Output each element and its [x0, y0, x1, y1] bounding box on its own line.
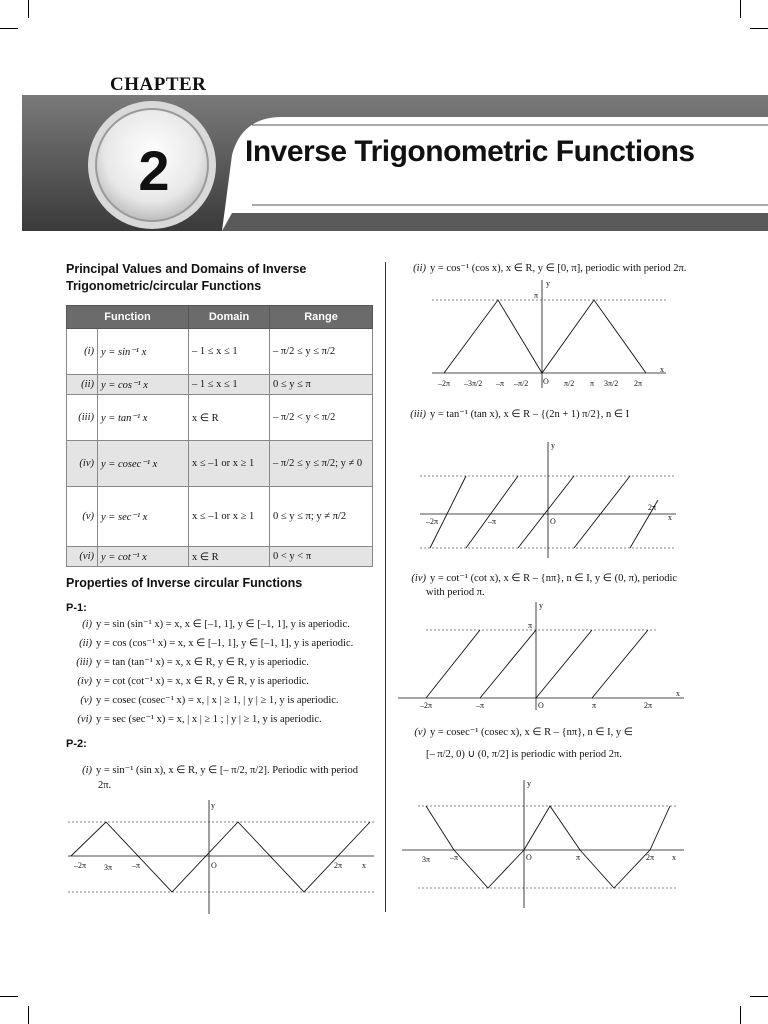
svg-text:x: x	[668, 513, 672, 522]
item-text-continued: [– π/2, 0) ∪ (0, π/2] is periodic with period 2π.	[426, 749, 622, 760]
property-item	[66, 713, 322, 725]
item-index: (v)	[414, 727, 426, 738]
item-text: y = sec (sec⁻¹ x) = x, | x | ≥ 1 ; | y | ≥ 1, y is aperiodic.	[96, 714, 322, 725]
item-text: y = cos (cos⁻¹ x) = x, x ∈ [–1, 1], y ∈ [–1, 1], y is aperiodic.	[96, 638, 354, 649]
svg-text:x: x	[672, 853, 676, 862]
function-cell: y = cosec⁻¹ x	[98, 441, 189, 487]
range-cell: 0 < y < π	[270, 547, 373, 567]
svg-text:–2π: –2π	[74, 861, 87, 870]
range-cell: 0 ≤ y ≤ π; y ≠ π/2	[270, 487, 373, 547]
domain-cell: x ∈ R	[189, 547, 270, 567]
item-index: (i)	[82, 619, 92, 630]
section-heading: Principal Values and Domains of Inverse	[66, 262, 307, 276]
item-text-continued: 2π.	[98, 780, 112, 791]
column-header: Domain	[189, 306, 270, 329]
item-text: y = sin⁻¹ (sin x), x ∈ R, y ∈ [– π/2, π/2]. Periodic with period	[96, 765, 358, 776]
row-index: (vi)	[67, 547, 98, 567]
svg-text:π: π	[590, 379, 595, 388]
domain-cell: x ∈ R	[189, 395, 270, 441]
chapter-label: CHAPTER	[110, 74, 207, 95]
item-index: (iii)	[410, 409, 426, 420]
svg-text:O: O	[211, 861, 217, 870]
property-label: P-1:	[66, 602, 87, 614]
range-cell: – π/2 ≤ y ≤ π/2	[270, 329, 373, 375]
property-item	[66, 618, 350, 630]
principal-values-table	[66, 305, 373, 567]
svg-text:2π: 2π	[644, 701, 653, 710]
item-index: (iii)	[76, 657, 92, 668]
crop-mark	[0, 996, 18, 997]
property-label: P-2:	[66, 738, 87, 750]
item-text: y = cot⁻¹ (cot x), x ∈ R – {nπ}, n ∈ I, y ∈ (0, π), periodic	[430, 573, 678, 584]
svg-text:y: y	[527, 779, 531, 788]
svg-text:–2π: –2π	[438, 379, 451, 388]
svg-text:y: y	[546, 279, 550, 288]
property-item	[400, 408, 629, 420]
property-item	[66, 694, 339, 706]
svg-text:π: π	[576, 853, 581, 862]
svg-text:π: π	[528, 621, 533, 630]
table-row	[67, 487, 373, 547]
crop-mark	[740, 0, 741, 18]
property-item	[400, 572, 677, 584]
svg-text:O: O	[550, 517, 556, 526]
function-cell: y = cot⁻¹ x	[98, 547, 189, 567]
svg-text:π: π	[592, 701, 597, 710]
item-index: (vi)	[77, 714, 92, 725]
column-header: Range	[270, 306, 373, 329]
function-cell: y = cos⁻¹ x	[98, 375, 189, 395]
crop-mark	[750, 28, 768, 29]
item-text: y = sin (sin⁻¹ x) = x, x ∈ [–1, 1], y ∈ [–1, 1], y is aperiodic.	[96, 619, 350, 630]
property-item	[66, 764, 358, 776]
svg-text:–2π: –2π	[420, 701, 433, 710]
item-text: y = cos⁻¹ (cos x), x ∈ R, y ∈ [0, π], periodic with period 2π.	[430, 263, 687, 274]
crop-mark	[750, 996, 768, 997]
row-index: (v)	[67, 487, 98, 547]
function-cell: y = sin⁻¹ x	[98, 329, 189, 375]
svg-text:2π: 2π	[634, 379, 643, 388]
table-header	[67, 306, 373, 329]
row-index: (iii)	[67, 395, 98, 441]
svg-text:–π: –π	[496, 379, 505, 388]
crop-mark	[28, 0, 29, 18]
domain-cell: x ≤ –1 or x ≥ 1	[189, 487, 270, 547]
item-index: (ii)	[79, 638, 92, 649]
svg-text:–2π: –2π	[426, 517, 439, 526]
svg-text:3π: 3π	[104, 863, 113, 872]
item-index: (iv)	[411, 573, 426, 584]
item-index: (i)	[82, 765, 92, 776]
svg-text:O: O	[526, 853, 532, 862]
graph-arccot-cot	[396, 600, 688, 712]
item-text-continued: with period π.	[426, 587, 485, 598]
svg-text:y: y	[211, 801, 215, 810]
item-text: y = cosec⁻¹ (cosec x), x ∈ R – {nπ}, n ∈ I, y ∈	[430, 727, 633, 738]
property-item	[400, 726, 633, 738]
svg-text:–π: –π	[476, 701, 485, 710]
item-text: y = cot (cot⁻¹ x) = x, x ∈ R, y ∈ R, y is aperiodic.	[96, 676, 309, 687]
svg-text:2π: 2π	[334, 861, 343, 870]
crop-mark	[28, 1006, 29, 1024]
section-heading: Properties of Inverse circular Functions	[66, 576, 303, 590]
item-index: (v)	[80, 695, 92, 706]
row-index: (iv)	[67, 441, 98, 487]
svg-text:2π: 2π	[648, 503, 657, 512]
domain-cell: – 1 ≤ x ≤ 1	[189, 375, 270, 395]
item-text: y = tan (tan⁻¹ x) = x, x ∈ R, y ∈ R, y is aperiodic.	[96, 657, 309, 668]
table-row	[67, 329, 373, 375]
row-index: (ii)	[67, 375, 98, 395]
graph-arccosec-cosec	[400, 778, 688, 910]
property-item	[66, 656, 309, 668]
svg-text:–π: –π	[132, 861, 141, 870]
graph-arccos-cos	[430, 278, 670, 396]
table-row	[67, 441, 373, 487]
item-index: (iv)	[77, 676, 92, 687]
crop-mark	[0, 28, 18, 29]
chapter-title: Inverse Trigonometric Functions	[245, 135, 695, 168]
item-text: y = cosec (cosec⁻¹ x) = x, | x | ≥ 1, | y | ≥ 1, y is aperiodic.	[96, 695, 339, 706]
property-item	[400, 262, 686, 274]
function-cell: y = sec⁻¹ x	[98, 487, 189, 547]
svg-text:x: x	[362, 861, 366, 870]
domain-cell: x ≤ –1 or x ≥ 1	[189, 441, 270, 487]
graph-arcsin-sin	[66, 798, 378, 916]
svg-text:x: x	[676, 689, 680, 698]
chapter-number: 2	[138, 139, 170, 202]
svg-text:O: O	[538, 701, 544, 710]
row-index: (i)	[67, 329, 98, 375]
table-row	[67, 395, 373, 441]
svg-text:–π: –π	[450, 853, 459, 862]
svg-text:y: y	[551, 441, 555, 450]
svg-text:y: y	[539, 601, 543, 610]
property-item	[66, 675, 309, 687]
svg-text:3π/2: 3π/2	[604, 379, 619, 388]
svg-text:–π/2: –π/2	[514, 379, 529, 388]
property-item	[66, 637, 353, 649]
graph-arctan-tan	[418, 440, 680, 560]
domain-cell: – 1 ≤ x ≤ 1	[189, 329, 270, 375]
section-heading: Trigonometric/circular Functions	[66, 279, 262, 293]
svg-text:–π: –π	[488, 517, 497, 526]
column-header: Function	[67, 306, 189, 329]
svg-text:O: O	[543, 377, 549, 386]
item-index: (ii)	[413, 263, 426, 274]
svg-text:π: π	[534, 291, 539, 300]
svg-text:π/2: π/2	[564, 379, 575, 388]
item-text: y = tan⁻¹ (tan x), x ∈ R – {(2n + 1) π/2}, n ∈ I	[430, 409, 630, 420]
range-cell: – π/2 ≤ y ≤ π/2; y ≠ 0	[270, 441, 373, 487]
range-cell: 0 ≤ y ≤ π	[270, 375, 373, 395]
table-row	[67, 547, 373, 567]
crop-mark	[740, 1006, 741, 1024]
svg-text:3π: 3π	[422, 855, 431, 864]
range-cell: – π/2 < y < π/2	[270, 395, 373, 441]
table-row	[67, 375, 373, 395]
svg-text:x: x	[660, 365, 664, 374]
svg-text:2π: 2π	[646, 853, 655, 862]
function-cell: y = tan⁻¹ x	[98, 395, 189, 441]
column-divider	[385, 262, 386, 912]
svg-text:–3π/2: –3π/2	[464, 379, 483, 388]
